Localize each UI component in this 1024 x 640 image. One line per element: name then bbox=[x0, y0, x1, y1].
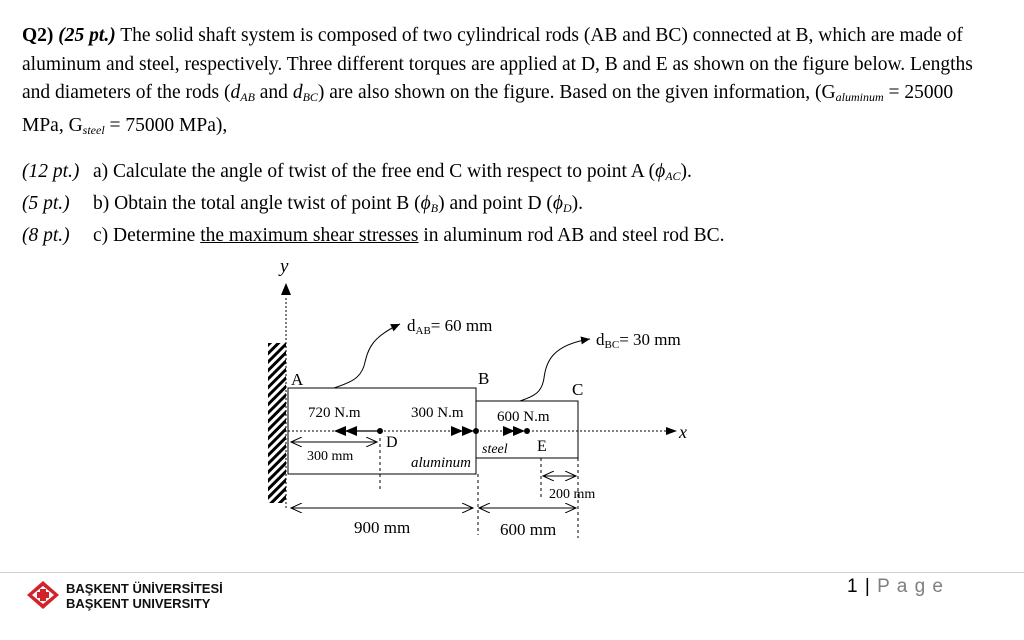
torque-e-label: 600 N.m bbox=[497, 409, 550, 425]
question-intro: The solid shaft system is composed of two cylindrical rods (AB and BC) connected at B, which are made of aluminum and steel, respectively. Three different torques are applied at D, B and E as shown on the figure below. Lengths and diameters of the rods ( bbox=[22, 25, 973, 103]
g-steel-value: = 75000 MPa), bbox=[104, 114, 228, 136]
material-ab-label: aluminum bbox=[411, 455, 471, 471]
university-name-tr: BAŞKENT ÜNİVERSİTESİ bbox=[66, 581, 223, 596]
d-ab-leader bbox=[334, 324, 400, 388]
page-number-value: 1 bbox=[847, 576, 859, 597]
dim-bc-label: 600 mm bbox=[500, 520, 557, 539]
g-steel-subscript: steel bbox=[82, 122, 105, 137]
question-points: (25 pt.) bbox=[58, 25, 116, 46]
point-a-label: A bbox=[291, 370, 304, 389]
page-word: P a g e bbox=[877, 576, 944, 597]
university-name-en: BAŞKENT UNIVERSITY bbox=[66, 595, 211, 611]
page-number bbox=[847, 576, 944, 598]
d-ab-symbol: d bbox=[230, 82, 241, 103]
torque-b-label: 300 N.m bbox=[411, 405, 464, 421]
material-bc-label: steel bbox=[482, 442, 508, 457]
footer-divider bbox=[0, 572, 1024, 573]
x-axis-arrow bbox=[666, 427, 677, 435]
point-d-label: D bbox=[386, 434, 398, 451]
part-c-points: (8 pt.) bbox=[22, 225, 70, 246]
dim-ab-label: 900 mm bbox=[354, 518, 411, 537]
dim-ec-label: 200 mm bbox=[549, 487, 596, 502]
d-bc-label: dBC= 30 mm bbox=[596, 330, 681, 351]
x-axis-label: x bbox=[679, 422, 687, 442]
d-ab-label: dAB= 60 mm bbox=[407, 316, 493, 337]
part-b-points: (5 pt.) bbox=[22, 193, 70, 214]
university-logo-icon bbox=[26, 580, 60, 610]
fixed-wall bbox=[268, 343, 286, 503]
part-a-text: a) Calculate the angle of twist of the free end C with respect to point A $(\phi_{AC})$. bbox=[93, 161, 692, 183]
point-c-label: C bbox=[572, 380, 584, 399]
g-aluminum-subscript: aluminum bbox=[835, 90, 884, 104]
page-separator: | bbox=[858, 576, 878, 597]
point-e-label: E bbox=[537, 438, 547, 455]
question-intro-2: ) are also shown on the figure. Based on the given information, (G bbox=[317, 82, 836, 103]
part-c-text: c) Determine the maximum shear stresses in aluminum rod AB and steel rod BC. bbox=[93, 225, 725, 246]
d-bc-symbol: d bbox=[292, 82, 303, 103]
and-text: and bbox=[254, 82, 293, 103]
y-axis-label: y bbox=[280, 256, 289, 277]
question-number: Q2) bbox=[22, 25, 54, 46]
part-a-points: (12 pt.) bbox=[22, 161, 80, 182]
g-aluminum-value: = 25000 MPa, G bbox=[22, 82, 954, 136]
torque-d-label: 720 N.m bbox=[308, 405, 361, 421]
d-bc-subscript: BC bbox=[302, 90, 318, 104]
part-b-text: b) Obtain the total angle twist of point B $(\phi_B)$ and point D $(\phi_D)$. bbox=[93, 193, 584, 215]
university-name bbox=[66, 582, 223, 611]
point-b-label: B bbox=[478, 369, 490, 388]
y-axis-arrow bbox=[281, 283, 291, 295]
d-ab-subscript: AB bbox=[240, 90, 255, 104]
dim-ad-label: 300 mm bbox=[307, 449, 354, 464]
